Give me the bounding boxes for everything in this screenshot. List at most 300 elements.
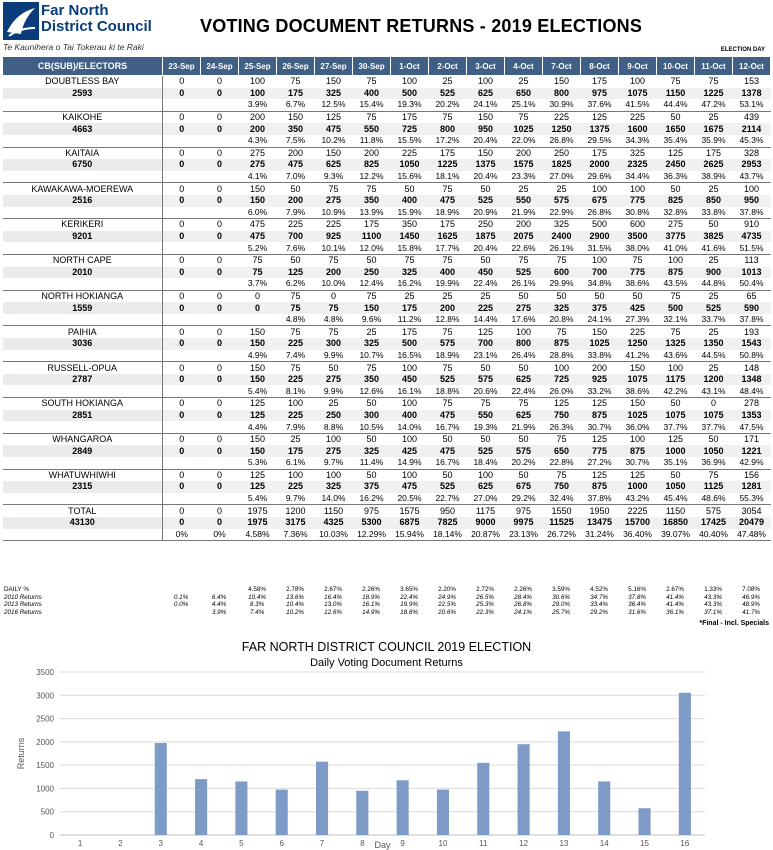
cumulative-returns-cell: 825 bbox=[657, 195, 695, 207]
percent-returned-cell bbox=[163, 207, 201, 219]
percent-returned-cell: 9.9% bbox=[323, 385, 344, 396]
daily-returns-cell: 75 bbox=[543, 326, 581, 338]
daily-returns-chart bbox=[0, 632, 773, 850]
percent-returned-cell: 48.6% bbox=[701, 493, 726, 504]
daily-returns-cell: 0 bbox=[695, 398, 733, 410]
daily-returns-cell: 75 bbox=[657, 326, 695, 338]
cumulative-returns-cell: 1075 bbox=[657, 410, 695, 422]
history-value-cell: 19.9% bbox=[400, 601, 418, 609]
cumulative-returns-cell: 950 bbox=[733, 195, 771, 207]
percent-returned-cell: 23.13% bbox=[505, 529, 543, 541]
percent-returned-cell: 16.7% bbox=[435, 421, 460, 432]
percent-returned-cell: 12.0% bbox=[359, 242, 384, 253]
percent-returned-cell: 20.4% bbox=[473, 135, 498, 146]
daily-returns-cell: 200 bbox=[277, 147, 315, 159]
table-row-pct bbox=[3, 99, 771, 111]
percent-returned-cell: 9.7% bbox=[323, 457, 344, 468]
history-value-cell: 16.4% bbox=[324, 593, 342, 601]
daily-returns-cell: 100 bbox=[619, 183, 657, 195]
cumulative-returns-cell: 11525 bbox=[543, 517, 581, 529]
history-value-cell: 20.6% bbox=[438, 609, 456, 617]
percent-returned-cell: 14.0% bbox=[321, 493, 346, 504]
daily-returns-cell: 0 bbox=[201, 433, 239, 445]
cumulative-returns-cell: 0 bbox=[201, 123, 239, 135]
history-value-cell: 13.6% bbox=[286, 593, 304, 601]
cumulative-returns-cell: 1100 bbox=[353, 231, 391, 243]
history-value-cell: 24.1% bbox=[514, 609, 532, 617]
percent-returned-cell: 18.4% bbox=[473, 457, 498, 468]
column-header-date: 23-Sep bbox=[163, 57, 201, 76]
daily-returns-cell: 278 bbox=[733, 398, 771, 410]
column-header-date: 10-Oct bbox=[657, 57, 695, 76]
daily-returns-cell: 175 bbox=[581, 76, 619, 88]
daily-returns-cell: 0 bbox=[201, 183, 239, 195]
council-tagline: Te Kaunihera o Tai Tokerau ki te Raki bbox=[3, 42, 144, 52]
cumulative-returns-cell: 1375 bbox=[581, 123, 619, 135]
cumulative-returns-cell: 150 bbox=[239, 374, 277, 386]
percent-returned-cell: 21.9% bbox=[511, 206, 536, 217]
daily-returns-cell: 75 bbox=[619, 254, 657, 266]
history-value-cell bbox=[162, 609, 200, 617]
percent-returned-cell bbox=[163, 242, 201, 254]
percent-returned-cell: 22.4% bbox=[511, 385, 536, 396]
daily-returns-cell: 125 bbox=[657, 433, 695, 445]
cumulative-returns-cell: 1025 bbox=[619, 410, 657, 422]
daily-returns-cell: 175 bbox=[695, 147, 733, 159]
daily-returns-cell: 1150 bbox=[315, 505, 353, 517]
cumulative-returns-cell: 550 bbox=[505, 195, 543, 207]
percent-returned-cell: 36.40% bbox=[619, 529, 657, 541]
cumulative-returns-cell: 400 bbox=[353, 88, 391, 100]
percent-returned-cell: 26.8% bbox=[549, 135, 574, 146]
y-tick-label: 3500 bbox=[36, 668, 54, 677]
cumulative-returns-cell: 2075 bbox=[505, 231, 543, 243]
daily-returns-cell: 75 bbox=[505, 111, 543, 123]
cumulative-returns-cell: 1050 bbox=[657, 481, 695, 493]
cumulative-returns-cell: 500 bbox=[391, 88, 429, 100]
cumulative-returns-cell: 1150 bbox=[657, 88, 695, 100]
cumulative-returns-cell: 0 bbox=[239, 302, 277, 314]
percent-returned-cell: 33.2% bbox=[587, 385, 612, 396]
daily-returns-cell: 0 bbox=[163, 290, 201, 302]
cumulative-returns-cell: 3825 bbox=[695, 231, 733, 243]
cumulative-returns-cell: 275 bbox=[315, 374, 353, 386]
cumulative-returns-cell: 400 bbox=[391, 195, 429, 207]
percent-returned-cell: 5.4% bbox=[247, 493, 268, 504]
cumulative-returns-cell: 525 bbox=[429, 374, 467, 386]
daily-returns-cell: 0 bbox=[201, 219, 239, 231]
daily-returns-cell: 50 bbox=[581, 290, 619, 302]
percent-returned-cell: 41.0% bbox=[663, 242, 688, 253]
percent-returned-cell: 18.8% bbox=[435, 385, 460, 396]
percent-returned-cell: 37.6% bbox=[587, 99, 612, 110]
percent-returned-cell bbox=[163, 135, 201, 147]
percent-returned-cell: 27.3% bbox=[625, 314, 650, 325]
history-value-cell: 2.67% bbox=[324, 586, 342, 594]
daily-returns-cell: 50 bbox=[315, 362, 353, 374]
percent-returned-cell: 12.2% bbox=[359, 171, 384, 182]
percent-returned-cell: 41.5% bbox=[625, 99, 650, 110]
daily-returns-cell: 150 bbox=[239, 326, 277, 338]
cumulative-returns-cell: 1325 bbox=[657, 338, 695, 350]
percent-returned-cell: 14.9% bbox=[397, 457, 422, 468]
cumulative-returns-cell: 850 bbox=[695, 195, 733, 207]
percent-returned-cell: 23.1% bbox=[473, 349, 498, 360]
daily-returns-cell: 125 bbox=[239, 469, 277, 481]
y-axis-title: Returns bbox=[16, 737, 26, 770]
percent-returned-cell: 41.2% bbox=[625, 349, 650, 360]
percent-returned-cell: 38.6% bbox=[625, 278, 650, 289]
percent-returned-cell: 51.5% bbox=[739, 242, 764, 253]
daily-returns-cell: 75 bbox=[277, 362, 315, 374]
elector-count: 1559 bbox=[3, 302, 163, 314]
daily-returns-cell: 225 bbox=[391, 147, 429, 159]
cumulative-returns-cell: 1125 bbox=[695, 481, 733, 493]
page-title: VOTING DOCUMENT RETURNS - 2019 ELECTIONS bbox=[200, 16, 643, 36]
x-tick-label: 1 bbox=[77, 839, 83, 848]
cumulative-returns-cell: 225 bbox=[277, 374, 315, 386]
percent-returned-cell: 15.5% bbox=[397, 135, 422, 146]
cumulative-returns-cell: 775 bbox=[619, 195, 657, 207]
bar bbox=[397, 780, 409, 835]
percent-returned-cell: 3.9% bbox=[247, 99, 268, 110]
history-value-cell: 34.7% bbox=[590, 593, 608, 601]
table-row-name bbox=[3, 505, 771, 517]
x-tick-label: 14 bbox=[599, 839, 609, 848]
row-label bbox=[3, 350, 163, 362]
cumulative-returns-cell: 925 bbox=[315, 231, 353, 243]
x-tick-label: 3 bbox=[158, 839, 164, 848]
cumulative-returns-cell: 5300 bbox=[353, 517, 391, 529]
cumulative-returns-cell: 16850 bbox=[657, 517, 695, 529]
percent-returned-cell: 35.4% bbox=[663, 135, 688, 146]
cumulative-returns-cell: 1250 bbox=[619, 338, 657, 350]
percent-returned-cell bbox=[163, 350, 201, 362]
daily-returns-cell: 50 bbox=[505, 362, 543, 374]
cumulative-returns-cell: 0 bbox=[201, 338, 239, 350]
cumulative-returns-cell: 525 bbox=[505, 267, 543, 279]
cumulative-returns-cell: 590 bbox=[733, 302, 771, 314]
percent-returned-cell bbox=[201, 207, 239, 219]
bar bbox=[518, 744, 530, 835]
cumulative-returns-cell: 0 bbox=[163, 159, 201, 171]
percent-returned-cell: 42.2% bbox=[663, 385, 688, 396]
cumulative-returns-cell: 2000 bbox=[581, 159, 619, 171]
percent-returned-cell: 38.6% bbox=[625, 385, 650, 396]
percent-returned-cell: 48.4% bbox=[739, 385, 764, 396]
y-tick-label: 2500 bbox=[36, 714, 54, 724]
bar bbox=[477, 763, 489, 835]
table-row-name bbox=[3, 76, 771, 88]
percent-returned-cell: 18.9% bbox=[435, 206, 460, 217]
cumulative-returns-cell: 475 bbox=[429, 195, 467, 207]
cumulative-returns-cell: 700 bbox=[581, 267, 619, 279]
community-name: NORTH CAPE bbox=[3, 254, 163, 266]
table-row-pct bbox=[3, 135, 771, 147]
cumulative-returns-cell: 600 bbox=[543, 267, 581, 279]
percent-returned-cell: 15.6% bbox=[397, 171, 422, 182]
header bbox=[0, 0, 773, 58]
daily-returns-cell: 100 bbox=[277, 398, 315, 410]
percent-returned-cell: 20.2% bbox=[435, 99, 460, 110]
daily-returns-cell: 25 bbox=[695, 111, 733, 123]
cumulative-returns-cell: 200 bbox=[239, 123, 277, 135]
council-name-line-1: Far North bbox=[41, 2, 109, 19]
x-tick-label: 12 bbox=[519, 839, 529, 848]
percent-returned-cell: 26.1% bbox=[549, 242, 574, 253]
percent-returned-cell: 15.4% bbox=[359, 99, 384, 110]
percent-returned-cell: 33.7% bbox=[701, 314, 726, 325]
daily-returns-cell: 50 bbox=[505, 469, 543, 481]
history-value-cell: 22.5% bbox=[438, 601, 456, 609]
table-row-pct bbox=[3, 207, 771, 219]
history-value-cell: 16.1% bbox=[362, 601, 380, 609]
y-tick-label: 0 bbox=[49, 831, 54, 840]
percent-returned-cell: 4.1% bbox=[247, 171, 268, 182]
row-label bbox=[3, 99, 163, 111]
daily-returns-cell: 75 bbox=[657, 290, 695, 302]
bar bbox=[558, 731, 570, 835]
community-name: TOTAL bbox=[3, 505, 163, 517]
cumulative-returns-cell: 700 bbox=[467, 338, 505, 350]
cumulative-returns-cell: 475 bbox=[315, 123, 353, 135]
daily-returns-cell: 200 bbox=[505, 147, 543, 159]
community-name: KAWAKAWA-MOEREWA bbox=[3, 183, 163, 195]
table-row-pct bbox=[3, 278, 771, 290]
percent-returned-cell: 55.3% bbox=[739, 493, 764, 504]
daily-returns-cell: 0 bbox=[201, 147, 239, 159]
cumulative-returns-cell: 1575 bbox=[505, 159, 543, 171]
percent-returned-cell: 53.1% bbox=[739, 99, 764, 110]
percent-returned-cell: 7.9% bbox=[285, 206, 306, 217]
cumulative-returns-cell: 1050 bbox=[695, 445, 733, 457]
history-value-cell: 25.3% bbox=[476, 601, 494, 609]
cumulative-returns-cell: 475 bbox=[429, 445, 467, 457]
cumulative-returns-cell: 200 bbox=[315, 267, 353, 279]
cumulative-returns-cell: 1650 bbox=[657, 123, 695, 135]
daily-returns-cell: 150 bbox=[239, 183, 277, 195]
percent-returned-cell: 14.4% bbox=[473, 314, 498, 325]
community-name: RUSSELL-OPUA bbox=[3, 362, 163, 374]
cumulative-returns-cell: 550 bbox=[467, 410, 505, 422]
history-value-cell: 22.3% bbox=[476, 609, 494, 617]
table-row-name bbox=[3, 362, 771, 374]
bar bbox=[276, 790, 288, 835]
daily-returns-cell: 25 bbox=[695, 254, 733, 266]
daily-returns-cell: 175 bbox=[391, 326, 429, 338]
table-row-name bbox=[3, 290, 771, 302]
percent-returned-cell: 10.5% bbox=[359, 421, 384, 432]
history-value-cell: 36.4% bbox=[628, 601, 646, 609]
cumulative-returns-cell: 75 bbox=[277, 302, 315, 314]
daily-returns-cell: 150 bbox=[277, 111, 315, 123]
cumulative-returns-cell: 0 bbox=[163, 267, 201, 279]
daily-returns-cell: 25 bbox=[695, 183, 733, 195]
daily-returns-cell: 100 bbox=[391, 362, 429, 374]
cumulative-returns-cell: 125 bbox=[277, 267, 315, 279]
percent-returned-cell: 26.3% bbox=[549, 421, 574, 432]
table-row-count bbox=[3, 302, 771, 314]
percent-returned-cell: 9.3% bbox=[323, 171, 344, 182]
column-header-date: 4-Oct bbox=[505, 57, 543, 76]
row-label bbox=[3, 421, 163, 433]
daily-returns-cell: 150 bbox=[619, 398, 657, 410]
percent-returned-cell bbox=[201, 242, 239, 254]
history-value-cell: 3.59% bbox=[552, 586, 570, 594]
cumulative-returns-cell: 2325 bbox=[619, 159, 657, 171]
daily-returns-cell: 200 bbox=[505, 219, 543, 231]
history-row bbox=[2, 586, 770, 594]
cumulative-returns-cell: 1025 bbox=[581, 338, 619, 350]
cumulative-returns-cell: 575 bbox=[429, 338, 467, 350]
table-row-count bbox=[3, 517, 771, 529]
daily-returns-cell: 50 bbox=[657, 469, 695, 481]
percent-returned-cell: 10.1% bbox=[321, 242, 346, 253]
daily-returns-cell: 100 bbox=[277, 469, 315, 481]
history-value-cell: 13.0% bbox=[324, 601, 342, 609]
percent-returned-cell: 10.9% bbox=[321, 206, 346, 217]
daily-returns-cell: 0 bbox=[163, 469, 201, 481]
elector-count: 2851 bbox=[3, 410, 163, 422]
elector-count: 2315 bbox=[3, 481, 163, 493]
percent-returned-cell: 38.0% bbox=[625, 242, 650, 253]
percent-returned-cell: 16.5% bbox=[397, 349, 422, 360]
percent-returned-cell: 22.6% bbox=[511, 242, 536, 253]
percent-returned-cell: 4.58% bbox=[239, 529, 277, 541]
daily-returns-cell: 0 bbox=[239, 290, 277, 302]
daily-returns-cell: 0 bbox=[201, 76, 239, 88]
cumulative-returns-cell: 0 bbox=[201, 517, 239, 529]
bar bbox=[437, 790, 449, 835]
daily-returns-cell: 275 bbox=[239, 147, 277, 159]
column-header-date: 11-Oct bbox=[695, 57, 733, 76]
cumulative-returns-cell: 175 bbox=[391, 302, 429, 314]
cumulative-returns-cell: 200 bbox=[277, 195, 315, 207]
cumulative-returns-cell: 1225 bbox=[695, 88, 733, 100]
cumulative-returns-cell: 225 bbox=[277, 481, 315, 493]
daily-returns-cell: 0 bbox=[163, 76, 201, 88]
cumulative-returns-cell: 750 bbox=[543, 410, 581, 422]
percent-returned-cell: 44.4% bbox=[663, 99, 688, 110]
x-tick-label: 10 bbox=[438, 839, 448, 848]
cumulative-returns-cell: 875 bbox=[581, 481, 619, 493]
percent-returned-cell: 4.8% bbox=[285, 314, 306, 325]
table-row-pct bbox=[3, 242, 771, 254]
percent-returned-cell: 34.3% bbox=[625, 135, 650, 146]
table-row-count bbox=[3, 159, 771, 171]
daily-returns-cell: 75 bbox=[353, 183, 391, 195]
history-value-cell: 25.7% bbox=[552, 609, 570, 617]
percent-returned-cell bbox=[163, 385, 201, 397]
bar bbox=[195, 779, 207, 835]
x-tick-label: 9 bbox=[400, 839, 405, 848]
daily-returns-cell: 75 bbox=[429, 326, 467, 338]
cumulative-returns-cell: 3500 bbox=[619, 231, 657, 243]
history-value-cell: 7.08% bbox=[742, 586, 760, 594]
percent-returned-cell: 43.7% bbox=[739, 171, 764, 182]
cumulative-returns-cell: 300 bbox=[315, 338, 353, 350]
historical-returns-table bbox=[2, 586, 770, 616]
daily-returns-cell: 150 bbox=[239, 362, 277, 374]
cumulative-returns-cell: 325 bbox=[353, 445, 391, 457]
table-row-name bbox=[3, 147, 771, 159]
daily-returns-cell: 175 bbox=[581, 147, 619, 159]
daily-returns-cell: 125 bbox=[581, 433, 619, 445]
table-row-count bbox=[3, 481, 771, 493]
daily-returns-cell: 0 bbox=[201, 111, 239, 123]
daily-returns-cell: 50 bbox=[391, 183, 429, 195]
table-body bbox=[3, 76, 771, 541]
percent-returned-cell bbox=[201, 314, 239, 326]
column-header-date: 25-Sep bbox=[239, 57, 277, 76]
cumulative-returns-cell: 525 bbox=[429, 481, 467, 493]
cumulative-returns-cell: 875 bbox=[581, 410, 619, 422]
council-name bbox=[41, 3, 152, 35]
cumulative-returns-cell: 375 bbox=[581, 302, 619, 314]
percent-returned-cell bbox=[163, 314, 201, 326]
daily-returns-cell: 1950 bbox=[581, 505, 619, 517]
daily-returns-cell: 100 bbox=[391, 433, 429, 445]
cumulative-returns-cell: 200 bbox=[429, 302, 467, 314]
cumulative-returns-cell: 625 bbox=[467, 481, 505, 493]
daily-returns-cell: 50 bbox=[353, 469, 391, 481]
percent-returned-cell: 35.1% bbox=[663, 457, 688, 468]
row-label bbox=[3, 171, 163, 183]
chart-title: FAR NORTH DISTRICT COUNCIL 2019 ELECTION bbox=[241, 640, 532, 654]
daily-returns-cell: 0 bbox=[163, 362, 201, 374]
percent-returned-cell: 29.6% bbox=[587, 171, 612, 182]
cumulative-returns-cell: 775 bbox=[581, 445, 619, 457]
daily-returns-cell: 75 bbox=[353, 290, 391, 302]
percent-returned-cell: 5.2% bbox=[247, 242, 268, 253]
daily-returns-cell: 325 bbox=[543, 219, 581, 231]
percent-returned-cell: 37.8% bbox=[587, 493, 612, 504]
daily-returns-cell: 100 bbox=[733, 183, 771, 195]
percent-returned-cell: 19.3% bbox=[397, 99, 422, 110]
bar bbox=[316, 762, 328, 835]
community-name: SOUTH HOKIANGA bbox=[3, 398, 163, 410]
daily-returns-cell: 25 bbox=[695, 326, 733, 338]
cumulative-returns-cell: 0 bbox=[201, 481, 239, 493]
percent-returned-cell: 36.3% bbox=[663, 171, 688, 182]
x-tick-label: 16 bbox=[680, 839, 690, 848]
daily-returns-cell: 439 bbox=[733, 111, 771, 123]
daily-returns-cell: 50 bbox=[429, 469, 467, 481]
column-header-date: 8-Oct bbox=[581, 57, 619, 76]
daily-returns-cell: 50 bbox=[467, 254, 505, 266]
percent-returned-cell: 7.9% bbox=[285, 421, 306, 432]
cumulative-returns-cell: 1225 bbox=[429, 159, 467, 171]
table-row-count bbox=[3, 123, 771, 135]
daily-returns-cell: 325 bbox=[619, 147, 657, 159]
cumulative-returns-cell: 725 bbox=[391, 123, 429, 135]
percent-returned-cell: 33.8% bbox=[701, 206, 726, 217]
daily-returns-cell: 25 bbox=[695, 362, 733, 374]
x-tick-label: 6 bbox=[279, 839, 284, 848]
daily-returns-cell: 125 bbox=[581, 111, 619, 123]
cumulative-returns-cell: 1675 bbox=[695, 123, 733, 135]
cumulative-returns-cell: 0 bbox=[201, 195, 239, 207]
daily-returns-cell: 100 bbox=[315, 469, 353, 481]
percent-returned-cell bbox=[163, 278, 201, 290]
percent-returned-cell: 47.48% bbox=[733, 529, 771, 541]
cumulative-returns-cell: 1825 bbox=[543, 159, 581, 171]
cumulative-returns-cell: 400 bbox=[391, 410, 429, 422]
history-value-cell: 2.20% bbox=[438, 586, 456, 594]
column-header-date: 27-Sep bbox=[315, 57, 353, 76]
daily-returns-cell: 0 bbox=[163, 505, 201, 517]
percent-returned-cell: 31.5% bbox=[587, 242, 612, 253]
